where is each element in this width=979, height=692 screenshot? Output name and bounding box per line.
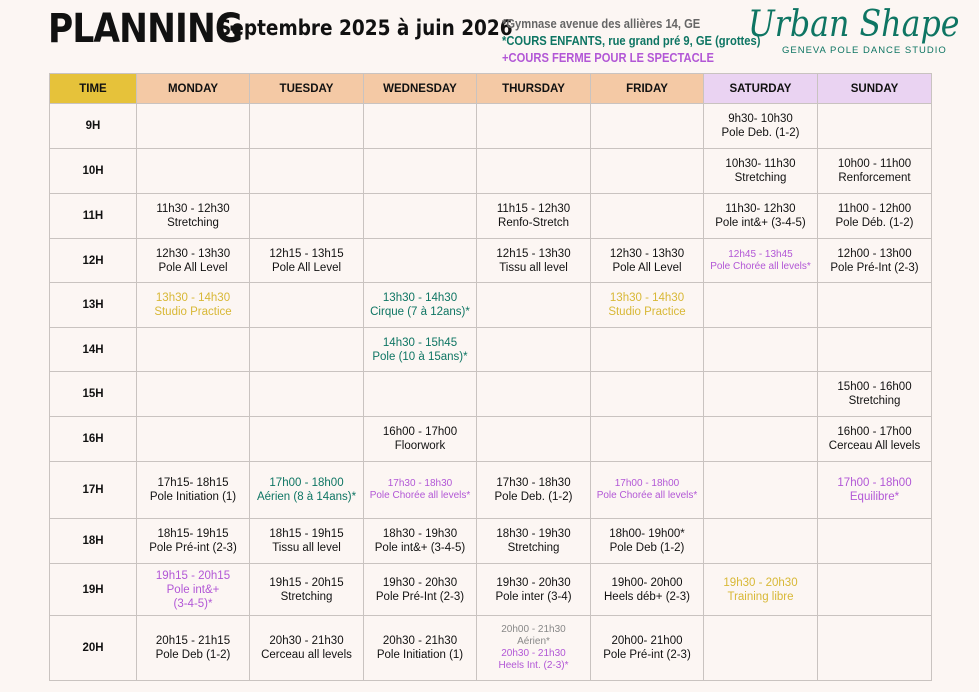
schedule-row — [50, 104, 932, 149]
class-entry — [820, 476, 929, 504]
schedule-row — [50, 372, 932, 417]
schedule-row — [50, 616, 932, 681]
schedule-cell-friday — [591, 283, 704, 328]
class-name: Pole int&+ — [166, 583, 220, 596]
logo-wordmark: Urban Shape — [748, 4, 960, 45]
class-name: Pole int&+ (3-4-5) — [374, 542, 466, 554]
schedule-row — [50, 149, 932, 194]
schedule-cell-wednesday — [364, 328, 477, 372]
class-time: 12h15 - 13h15 — [269, 247, 344, 260]
class-time: 13h30 - 14h30 — [382, 292, 458, 304]
class-entry — [252, 634, 361, 662]
class-name: Pole Chorée all levels* — [710, 260, 811, 272]
schedule-cell-sunday — [818, 372, 932, 417]
studio-logo — [748, 4, 960, 62]
class-name: Pole Deb (1-2) — [155, 649, 231, 661]
schedule-cell-wednesday — [364, 283, 477, 328]
class-time: 11h30- 12h30 — [725, 203, 796, 215]
column-header-time: TIME — [50, 74, 137, 104]
class-name: Pole All Level — [158, 261, 228, 274]
schedule-cell-saturday — [704, 372, 818, 417]
time-label: 16H — [50, 417, 137, 462]
schedule-cell-monday — [137, 328, 250, 372]
class-time: 17h00 - 18h00 — [837, 477, 912, 489]
class-name: Stretching — [507, 542, 560, 554]
class-name: Stretching — [280, 590, 333, 603]
schedule-cell-thursday — [477, 616, 591, 681]
schedule-cell-tuesday — [250, 104, 364, 149]
schedule-cell-friday — [591, 417, 704, 462]
schedule-body — [50, 104, 932, 681]
class-entry — [479, 576, 588, 604]
schedule-cell-wednesday — [364, 372, 477, 417]
time-label: 15H — [50, 372, 137, 417]
schedule-cell-monday — [137, 239, 250, 283]
column-header-sunday: SUNDAY — [818, 74, 932, 104]
class-name: Heels déb+ (2-3) — [604, 590, 690, 603]
column-header-wednesday: WEDNESDAY — [364, 74, 477, 104]
schedule-cell-friday — [591, 616, 704, 681]
schedule-cell-thursday — [477, 519, 591, 564]
class-name: Pole Déb. (1-2) — [835, 217, 914, 229]
schedule-cell-sunday — [818, 194, 932, 239]
class-name: Pole Deb. (1-2) — [494, 491, 573, 503]
time-label: 11H — [50, 194, 137, 239]
class-time: 17h30 - 18h30 — [496, 477, 571, 489]
class-entry — [706, 157, 815, 185]
column-header-thursday: THURSDAY — [477, 74, 591, 104]
class-name: Aérien (8 à 14ans)* — [256, 491, 357, 503]
class-entry — [820, 380, 929, 408]
class-time: 12h00 - 13h00 — [837, 247, 912, 260]
schedule-cell-sunday — [818, 104, 932, 149]
schedule-cell-sunday — [818, 564, 932, 616]
note-closed-course: +COURS FERME POUR LE SPECTACLE — [502, 50, 714, 65]
class-name: Pole Pré-Int (2-3) — [830, 261, 919, 274]
class-name: Renfo-Stretch — [498, 217, 569, 229]
class-time: 12h30 - 13h30 — [609, 247, 685, 260]
class-time: 16h00 - 17h00 — [837, 426, 912, 438]
schedule-cell-wednesday — [364, 564, 477, 616]
class-levels: (3-4-5)* — [173, 597, 213, 610]
class-time: 20h30 - 21h30 — [269, 635, 344, 647]
class-entry — [593, 527, 701, 555]
class-name: Tissu all level — [499, 261, 568, 274]
class-entry — [139, 527, 247, 555]
schedule-row — [50, 239, 932, 283]
column-header-friday: FRIDAY — [591, 74, 704, 104]
class-name: Studio Practice — [608, 306, 686, 318]
schedule-row — [50, 519, 932, 564]
class-time: 12h15 - 13h30 — [496, 247, 571, 260]
schedule-cell-wednesday — [364, 417, 477, 462]
schedule-cell-thursday — [477, 564, 591, 616]
class-name: Pole Initiation (1) — [149, 491, 237, 503]
class-entry — [593, 634, 701, 662]
class-entry — [479, 247, 588, 275]
class-entry — [593, 247, 701, 275]
class-entry — [593, 576, 701, 604]
class-entry — [252, 576, 361, 604]
class-name: Cerceau all levels — [261, 649, 352, 661]
class-entry — [593, 291, 701, 319]
class-time: 11h00 - 12h00 — [837, 203, 912, 215]
schedule-cell-thursday — [477, 328, 591, 372]
class-time: 14h30 - 15h45 — [382, 336, 458, 349]
schedule-cell-sunday — [818, 149, 932, 194]
class-name: Pole inter (3-4) — [495, 590, 572, 603]
class-entry — [252, 476, 361, 504]
schedule-cell-friday — [591, 462, 704, 519]
time-label: 10H — [50, 149, 137, 194]
season-subtitle: Septembre 2025 à juin 2026 — [218, 16, 513, 40]
time-label: 14H — [50, 328, 137, 372]
schedule-cell-friday — [591, 239, 704, 283]
header-row — [50, 74, 932, 104]
schedule-cell-friday — [591, 519, 704, 564]
class-name: Cirque (7 à 12ans)* — [370, 306, 470, 318]
schedule-cell-wednesday — [364, 239, 477, 283]
schedule-cell-saturday — [704, 239, 818, 283]
class-time: 17h00 - 18h00 — [614, 478, 680, 489]
class-time: 18h30 - 19h30 — [496, 528, 571, 540]
class-name: Studio Practice — [154, 306, 232, 318]
class-name: Stretching — [848, 395, 901, 407]
class-time: 13h30 - 14h30 — [155, 292, 231, 304]
class-entry — [593, 478, 701, 502]
schedule-cell-saturday — [704, 519, 818, 564]
class-time: 13h30 - 14h30 — [609, 292, 685, 304]
schedule-cell-monday — [137, 564, 250, 616]
schedule-cell-saturday — [704, 616, 818, 681]
class-time: 20h00 - 21h30 — [501, 624, 566, 635]
schedule-cell-tuesday — [250, 462, 364, 519]
schedule-cell-monday — [137, 283, 250, 328]
class-entry — [820, 425, 929, 453]
schedule-cell-sunday — [818, 616, 932, 681]
schedule-row — [50, 564, 932, 616]
class-entry — [479, 648, 588, 672]
schedule-cell-thursday — [477, 283, 591, 328]
schedule-cell-saturday — [704, 149, 818, 194]
location-notes — [502, 15, 760, 66]
schedule-cell-saturday — [704, 194, 818, 239]
class-time: 10h00 - 11h00 — [837, 158, 912, 170]
schedule-cell-sunday — [818, 519, 932, 564]
schedule-cell-saturday — [704, 564, 818, 616]
schedule-cell-wednesday — [364, 462, 477, 519]
class-time: 15h00 - 16h00 — [837, 381, 912, 393]
class-time: 19h15 - 20h15 — [155, 569, 231, 582]
class-name: Floorwork — [394, 440, 446, 452]
time-label: 13H — [50, 283, 137, 328]
class-entry — [139, 291, 247, 319]
class-name: Training libre — [727, 590, 794, 603]
class-name: Heels Int. (2-3)* — [498, 660, 569, 671]
class-name: Pole Chorée all levels* — [369, 490, 471, 501]
class-entry — [479, 624, 588, 648]
class-entry — [706, 202, 815, 230]
class-entry — [139, 202, 247, 230]
class-name: Pole All Level — [612, 261, 682, 274]
class-name: Tissu all level — [272, 542, 341, 554]
schedule-cell-thursday — [477, 194, 591, 239]
schedule-cell-friday — [591, 564, 704, 616]
schedule-cell-tuesday — [250, 616, 364, 681]
class-time: 20h00- 21h00 — [611, 635, 683, 647]
class-name: Pole Pré-int (2-3) — [603, 649, 691, 661]
class-time: 10h30- 11h30 — [725, 158, 796, 170]
time-label: 17H — [50, 462, 137, 519]
schedule-cell-monday — [137, 372, 250, 417]
schedule-cell-monday — [137, 417, 250, 462]
schedule-cell-tuesday — [250, 519, 364, 564]
schedule-cell-tuesday — [250, 372, 364, 417]
page-title: PLANNING — [48, 6, 243, 52]
schedule-cell-tuesday — [250, 564, 364, 616]
schedule-cell-monday — [137, 194, 250, 239]
class-name: Equilibre* — [849, 491, 900, 503]
class-entry — [366, 336, 474, 364]
schedule-cell-saturday — [704, 104, 818, 149]
class-time: 12h45 - 13h45 — [728, 248, 793, 260]
time-label: 20H — [50, 616, 137, 681]
schedule-cell-wednesday — [364, 519, 477, 564]
class-entry — [706, 576, 815, 604]
schedule-cell-sunday — [818, 239, 932, 283]
schedule-cell-thursday — [477, 104, 591, 149]
schedule-cell-sunday — [818, 328, 932, 372]
schedule-cell-thursday — [477, 417, 591, 462]
schedule-cell-friday — [591, 328, 704, 372]
time-label: 9H — [50, 104, 137, 149]
class-time: 19h30 - 20h30 — [723, 576, 798, 589]
class-entry — [139, 247, 247, 275]
class-time: 17h30 - 18h30 — [387, 478, 453, 489]
class-time: 20h15 - 21h15 — [155, 635, 231, 647]
schedule-cell-monday — [137, 462, 250, 519]
schedule-cell-friday — [591, 104, 704, 149]
time-label: 18H — [50, 519, 137, 564]
class-name: Stretching — [167, 217, 219, 229]
class-time: 19h30 - 20h30 — [382, 576, 458, 589]
time-label: 12H — [50, 239, 137, 283]
schedule-cell-thursday — [477, 462, 591, 519]
class-entry — [366, 478, 474, 502]
schedule-cell-thursday — [477, 372, 591, 417]
schedule-row — [50, 194, 932, 239]
schedule-row — [50, 417, 932, 462]
note-gymnase: *Gymnase avenue des allières 14, GE — [502, 16, 701, 31]
schedule-cell-wednesday — [364, 149, 477, 194]
class-entry — [820, 157, 929, 185]
class-time: 20h30 - 21h30 — [382, 635, 458, 647]
schedule-cell-saturday — [704, 417, 818, 462]
schedule-cell-friday — [591, 149, 704, 194]
schedule-cell-monday — [137, 519, 250, 564]
class-name: Renforcement — [838, 172, 911, 184]
class-entry — [479, 476, 588, 504]
schedule-cell-wednesday — [364, 194, 477, 239]
class-name: Aérien* — [517, 636, 550, 647]
schedule-cell-tuesday — [250, 328, 364, 372]
class-name: Pole Pré-Int (2-3) — [375, 590, 465, 603]
column-header-tuesday: TUESDAY — [250, 74, 364, 104]
class-time: 18h30 - 19h30 — [382, 528, 458, 540]
class-entry — [706, 249, 815, 273]
class-time: 17h00 - 18h00 — [269, 477, 344, 489]
class-time: 18h15 - 19h15 — [269, 528, 344, 540]
class-time: 18h15- 19h15 — [157, 528, 229, 540]
class-time: 18h00- 19h00* — [609, 528, 685, 540]
schedule-cell-saturday — [704, 462, 818, 519]
schedule-cell-sunday — [818, 417, 932, 462]
class-time: 12h30 - 13h30 — [155, 247, 231, 260]
schedule-cell-sunday — [818, 462, 932, 519]
schedule-cell-saturday — [704, 328, 818, 372]
class-entry — [366, 425, 474, 453]
schedule-cell-friday — [591, 194, 704, 239]
schedule-cell-tuesday — [250, 283, 364, 328]
schedule-row — [50, 283, 932, 328]
schedule-cell-tuesday — [250, 417, 364, 462]
schedule-cell-wednesday — [364, 616, 477, 681]
class-entry — [139, 569, 247, 611]
schedule-cell-friday — [591, 372, 704, 417]
class-time: 17h15- 18h15 — [157, 477, 229, 489]
column-header-monday: MONDAY — [137, 74, 250, 104]
class-entry — [479, 202, 588, 230]
class-entry — [139, 476, 247, 504]
class-name: Pole Initiation (1) — [376, 649, 464, 661]
schedule-cell-tuesday — [250, 194, 364, 239]
schedule-cell-sunday — [818, 283, 932, 328]
class-entry — [706, 112, 815, 140]
class-entry — [366, 291, 474, 319]
class-time: 19h15 - 20h15 — [269, 576, 344, 589]
class-entry — [820, 202, 929, 230]
class-time: 20h30 - 21h30 — [501, 648, 566, 659]
class-name: Pole All Level — [271, 261, 342, 274]
logo-tagline: GENEVA POLE DANCE STUDIO — [782, 45, 947, 56]
class-entry — [139, 634, 247, 662]
class-time: 19h30 - 20h30 — [496, 576, 571, 589]
class-name: Pole int&+ (3-4-5) — [715, 217, 806, 229]
class-entry — [820, 247, 929, 275]
class-entry — [252, 527, 361, 555]
class-time: 11h30 - 12h30 — [156, 203, 230, 215]
schedule-cell-tuesday — [250, 149, 364, 194]
schedule-cell-thursday — [477, 239, 591, 283]
class-name: Pole Deb. (1-2) — [721, 127, 800, 139]
schedule-cell-saturday — [704, 283, 818, 328]
schedule-row — [50, 328, 932, 372]
class-entry — [366, 527, 474, 555]
class-name: Cerceau All levels — [828, 440, 921, 452]
schedule-cell-tuesday — [250, 239, 364, 283]
class-time: 19h00- 20h00 — [611, 576, 683, 589]
class-name: Stretching — [734, 172, 787, 184]
schedule-row — [50, 462, 932, 519]
schedule-table — [49, 73, 932, 681]
schedule-cell-monday — [137, 616, 250, 681]
class-name: Pole Chorée all levels* — [596, 490, 698, 501]
schedule-cell-monday — [137, 149, 250, 194]
schedule-cell-monday — [137, 104, 250, 149]
class-time: 11h15 - 12h30 — [496, 203, 571, 215]
schedule-cell-thursday — [477, 149, 591, 194]
class-entry — [252, 247, 361, 275]
class-entry — [366, 576, 474, 604]
class-name: Pole (10 à 15ans)* — [372, 350, 468, 363]
class-entry — [366, 634, 474, 662]
time-label: 19H — [50, 564, 137, 616]
class-time: 16h00 - 17h00 — [382, 426, 458, 438]
class-name: Pole Pré-int (2-3) — [149, 542, 237, 554]
class-entry — [479, 527, 588, 555]
note-kids-courses: *COURS ENFANTS, rue grand pré 9, GE (grottes) — [502, 33, 761, 48]
class-time: 9h30- 10h30 — [728, 113, 793, 125]
column-header-saturday: SATURDAY — [704, 74, 818, 104]
schedule-cell-wednesday — [364, 104, 477, 149]
class-name: Pole Deb (1-2) — [609, 542, 685, 554]
